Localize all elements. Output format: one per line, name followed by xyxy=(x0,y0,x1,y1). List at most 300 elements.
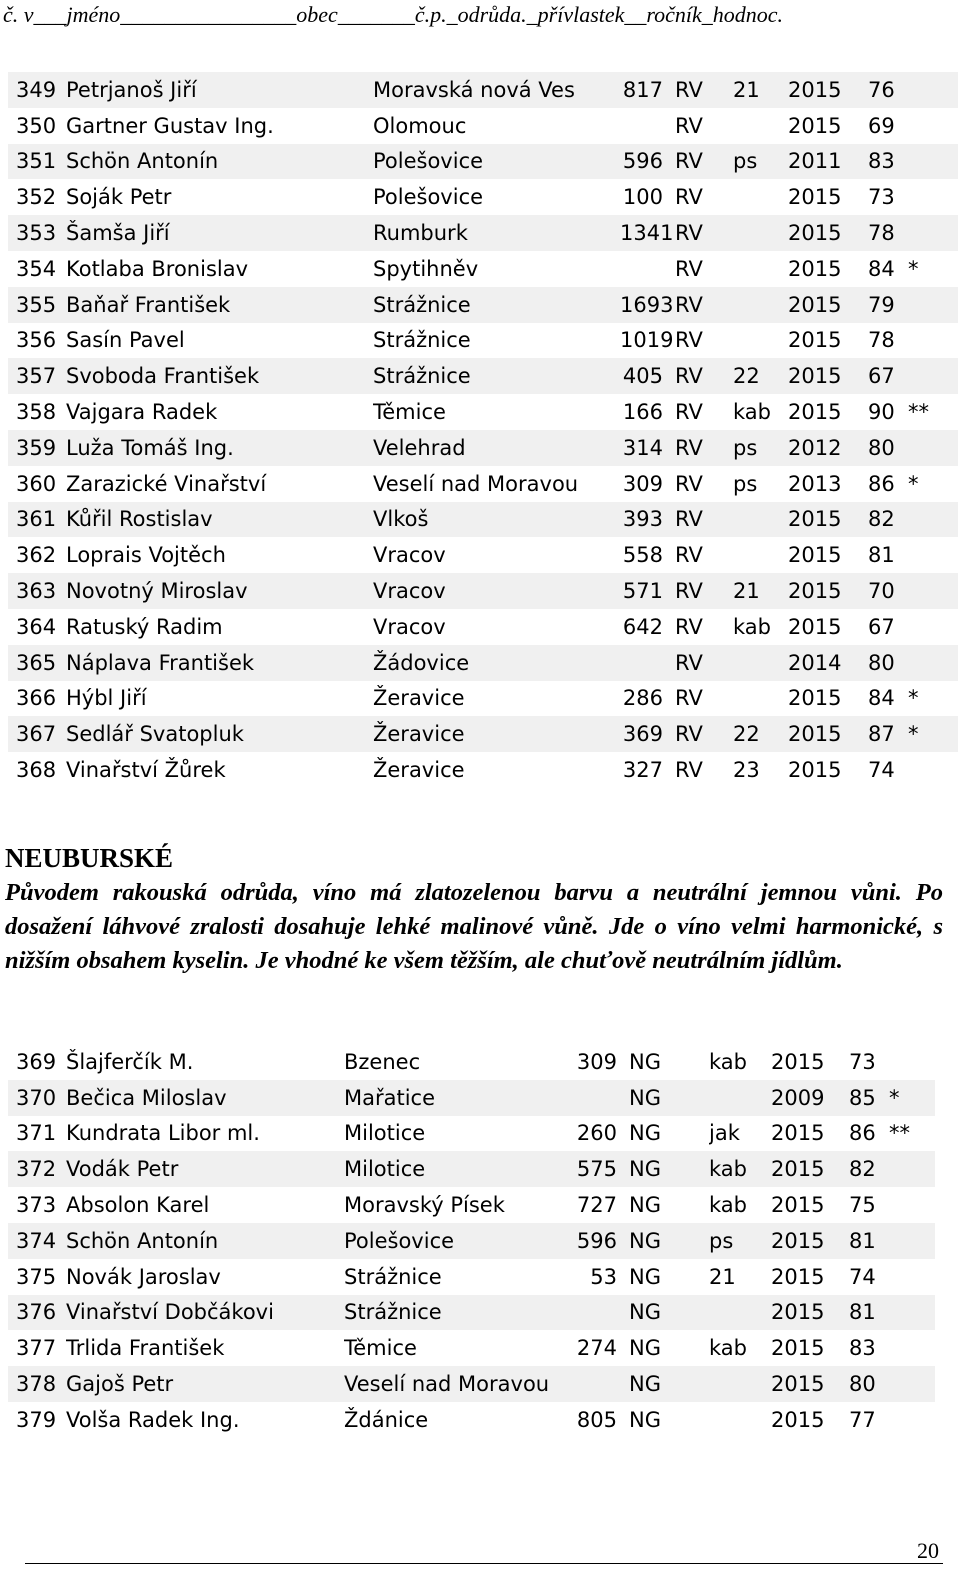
municipality-cell: Moravský Písek xyxy=(344,1193,505,1218)
table-row xyxy=(8,537,958,573)
score-cell: 83 xyxy=(868,144,908,180)
attribute-cell: 22 xyxy=(733,358,788,394)
variety-cell: NG xyxy=(629,1336,661,1361)
municipality-cell: Bzenec xyxy=(344,1049,421,1074)
score-cell: 67 xyxy=(868,358,908,394)
municipality-cell: Vlkoš xyxy=(373,502,620,538)
vintage-cell: 2015 xyxy=(771,1407,825,1432)
producer-name-cell: Schön Antonín xyxy=(66,1223,344,1259)
award-stars-cell xyxy=(889,1223,935,1259)
table-row xyxy=(8,502,958,538)
table-row xyxy=(8,1044,935,1080)
house-number-cell: 596 xyxy=(576,1223,629,1259)
house-number-cell: 53 xyxy=(590,1264,617,1289)
entry-number-cell: 359 xyxy=(8,430,66,466)
variety-cell: RV xyxy=(675,645,733,681)
award-stars-cell xyxy=(908,358,958,394)
municipality-cell: Vracov xyxy=(373,543,446,568)
vintage-cell: 2015 xyxy=(788,686,842,711)
table-row xyxy=(8,251,958,287)
award-stars-cell xyxy=(908,430,958,466)
entry-number-cell: 360 xyxy=(16,471,57,496)
variety-cell: RV xyxy=(675,758,703,783)
score-cell: 80 xyxy=(849,1366,889,1402)
table-row xyxy=(8,1330,935,1366)
score-cell: 73 xyxy=(868,185,895,210)
municipality-cell: Polešovice xyxy=(373,185,484,210)
variety-cell: NG xyxy=(629,1080,709,1116)
award-stars-cell xyxy=(908,609,958,645)
award-stars-cell xyxy=(889,1330,935,1366)
variety-cell: RV xyxy=(675,215,733,251)
score-cell: 82 xyxy=(849,1151,889,1187)
producer-name-cell: Vinařství Dobčákovi xyxy=(66,1295,344,1331)
table-row xyxy=(8,1223,935,1259)
entry-number-cell: 373 xyxy=(16,1193,57,1218)
house-number-cell: 1693 xyxy=(620,287,675,323)
producer-name-cell: Vajgara Radek xyxy=(66,400,218,425)
vintage-cell: 2015 xyxy=(788,358,868,394)
award-stars-cell: * xyxy=(908,686,919,711)
attribute-cell: 22 xyxy=(733,716,788,752)
house-number-cell: 571 xyxy=(620,573,675,609)
vintage-cell: 2015 xyxy=(788,328,842,353)
vintage-cell: 2012 xyxy=(788,430,868,466)
table-row xyxy=(8,645,958,681)
producer-name-cell: Schön Antonín xyxy=(66,144,373,180)
entry-number-cell: 379 xyxy=(16,1407,57,1432)
variety-cell: RV xyxy=(675,72,733,108)
municipality-cell: Žádovice xyxy=(373,645,620,681)
table-row xyxy=(8,1366,935,1402)
producer-name-cell: Kůřil Rostislav xyxy=(66,502,373,538)
attribute-cell xyxy=(733,108,788,144)
table-row xyxy=(8,1187,935,1223)
variety-cell: NG xyxy=(629,1264,661,1289)
footer-rule xyxy=(25,1563,943,1564)
house-number-cell: 166 xyxy=(622,400,663,425)
attribute-cell: ps xyxy=(733,430,788,466)
score-cell: 78 xyxy=(868,215,908,251)
house-number-cell xyxy=(620,108,675,144)
variety-cell: NG xyxy=(629,1366,709,1402)
score-cell: 79 xyxy=(868,287,908,323)
award-stars-cell xyxy=(908,323,958,359)
variety-cell: NG xyxy=(629,1151,709,1187)
attribute-cell xyxy=(709,1295,771,1331)
award-stars-cell xyxy=(908,752,958,788)
award-stars-cell xyxy=(908,573,958,609)
entry-number-cell: 365 xyxy=(8,645,66,681)
variety-cell: RV xyxy=(675,686,703,711)
attribute-cell: kab xyxy=(733,400,771,425)
producer-name-cell: Soják Petr xyxy=(66,185,172,210)
producer-name-cell: Svoboda František xyxy=(66,358,373,394)
municipality-cell: Strážnice xyxy=(373,287,620,323)
entry-number-cell: 355 xyxy=(8,287,66,323)
variety-cell: RV xyxy=(675,543,703,568)
house-number-cell: 327 xyxy=(622,758,663,783)
attribute-cell: kab xyxy=(709,1193,747,1218)
score-cell: 85 xyxy=(849,1080,889,1116)
table-row xyxy=(8,394,958,430)
table-row xyxy=(8,573,958,609)
entry-number-cell: 353 xyxy=(8,215,66,251)
score-cell: 70 xyxy=(868,573,908,609)
municipality-cell: Vracov xyxy=(373,573,620,609)
producer-name-cell: Petrjanoš Jiří xyxy=(66,72,373,108)
table-row xyxy=(8,1402,935,1438)
variety-cell: RV xyxy=(675,573,733,609)
municipality-cell: Strážnice xyxy=(344,1295,576,1331)
score-cell: 83 xyxy=(849,1336,876,1361)
house-number-cell: 805 xyxy=(576,1407,617,1432)
score-cell: 75 xyxy=(849,1193,876,1218)
table-row xyxy=(8,358,958,394)
house-number-cell: 575 xyxy=(576,1151,629,1187)
table-row xyxy=(8,681,958,717)
municipality-cell: Polešovice xyxy=(344,1223,576,1259)
municipality-cell: Spytihněv xyxy=(373,256,479,281)
municipality-cell: Žeravice xyxy=(373,686,465,711)
variety-cell: RV xyxy=(675,716,733,752)
table-row xyxy=(8,609,958,645)
producer-name-cell: Baňař František xyxy=(66,287,373,323)
house-number-cell: 642 xyxy=(622,614,663,639)
award-stars-cell xyxy=(908,179,958,215)
entry-number-cell: 366 xyxy=(16,686,57,711)
producer-name-cell: Sedlář Svatopluk xyxy=(66,716,373,752)
vintage-cell: 2015 xyxy=(788,758,842,783)
vintage-cell: 2015 xyxy=(788,543,842,568)
award-stars-cell: * xyxy=(889,1080,935,1116)
house-number-cell: 286 xyxy=(622,686,663,711)
producer-name-cell: Volša Radek Ing. xyxy=(66,1407,240,1432)
award-stars-cell xyxy=(889,1044,935,1080)
entry-number-cell: 367 xyxy=(8,716,66,752)
entry-number-cell: 371 xyxy=(16,1121,57,1146)
table-row xyxy=(8,1259,935,1295)
column-header-line: č. v___jméno________________obec_______č.p._odrůda._přívlastek__ročník_hodnoc. xyxy=(3,2,784,27)
entry-number-cell: 352 xyxy=(16,185,57,210)
entry-number-cell: 357 xyxy=(8,358,66,394)
award-stars-cell xyxy=(908,287,958,323)
house-number-cell xyxy=(576,1366,629,1402)
award-stars-cell xyxy=(908,72,958,108)
vintage-cell: 2015 xyxy=(771,1336,825,1361)
variety-cell: RV xyxy=(675,471,703,496)
municipality-cell: Olomouc xyxy=(373,113,467,138)
vintage-cell: 2015 xyxy=(771,1151,849,1187)
vintage-cell: 2015 xyxy=(788,614,842,639)
entry-number-cell: 375 xyxy=(16,1264,57,1289)
attribute-cell xyxy=(733,323,788,359)
attribute-cell xyxy=(733,179,788,215)
house-number-cell xyxy=(620,645,675,681)
entry-number-cell: 372 xyxy=(8,1151,66,1187)
entry-number-cell: 378 xyxy=(8,1366,66,1402)
producer-name-cell: Kundrata Libor ml. xyxy=(66,1121,260,1146)
house-number-cell xyxy=(576,1295,629,1331)
house-number-cell: 309 xyxy=(622,471,663,496)
variety-cell: RV xyxy=(675,358,733,394)
entry-number-cell: 374 xyxy=(8,1223,66,1259)
score-cell: 80 xyxy=(868,430,908,466)
house-number-cell xyxy=(576,1080,629,1116)
municipality-cell: Moravská nová Ves xyxy=(373,72,620,108)
variety-cell: NG xyxy=(629,1223,709,1259)
house-number-cell xyxy=(620,251,675,287)
entry-number-cell: 361 xyxy=(8,502,66,538)
entry-number-cell: 377 xyxy=(16,1336,57,1361)
score-cell: 74 xyxy=(868,758,895,783)
award-stars-cell xyxy=(889,1151,935,1187)
producer-name-cell: Trlida František xyxy=(66,1336,225,1361)
score-cell: 90 xyxy=(868,400,895,425)
table-row xyxy=(8,215,958,251)
award-stars-cell xyxy=(889,1187,935,1223)
table-row xyxy=(8,1295,935,1331)
vintage-cell: 2015 xyxy=(788,716,868,752)
municipality-cell: Žeravice xyxy=(373,716,620,752)
table-row xyxy=(8,108,958,144)
producer-name-cell: Zarazické Vinařství xyxy=(66,471,267,496)
score-cell: 84 xyxy=(868,256,895,281)
variety-cell: RV xyxy=(675,328,703,353)
municipality-cell: Mařatice xyxy=(344,1080,576,1116)
house-number-cell: 817 xyxy=(620,72,675,108)
producer-name-cell: Vinařství Žůrek xyxy=(66,758,226,783)
variety-cell: NG xyxy=(629,1049,661,1074)
variety-cell: NG xyxy=(629,1295,709,1331)
vintage-cell: 2011 xyxy=(788,144,868,180)
variety-cell: RV xyxy=(675,400,703,425)
attribute-cell: ps xyxy=(733,144,788,180)
variety-cell: RV xyxy=(675,430,733,466)
table-row xyxy=(8,72,958,108)
table-row xyxy=(8,287,958,323)
entry-number-cell: 356 xyxy=(16,328,57,353)
score-cell: 73 xyxy=(849,1049,876,1074)
award-stars-cell xyxy=(889,1402,935,1438)
wine-results-table-ryzlink-vlassky xyxy=(8,72,958,788)
entry-number-cell: 370 xyxy=(8,1080,66,1116)
score-cell: 87 xyxy=(868,716,908,752)
vintage-cell: 2014 xyxy=(788,645,868,681)
table-row xyxy=(8,752,958,788)
municipality-cell: Těmice xyxy=(373,400,446,425)
attribute-cell xyxy=(733,287,788,323)
entry-number-cell: 358 xyxy=(16,400,57,425)
house-number-cell: 1341 xyxy=(620,215,675,251)
municipality-cell: Milotice xyxy=(344,1121,426,1146)
entry-number-cell: 364 xyxy=(16,614,57,639)
vintage-cell: 2015 xyxy=(788,502,868,538)
variety-cell: NG xyxy=(629,1121,661,1146)
vintage-cell: 2015 xyxy=(788,72,868,108)
score-cell: 78 xyxy=(868,328,895,353)
producer-name-cell: Sasín Pavel xyxy=(66,328,185,353)
vintage-cell: 2015 xyxy=(788,215,868,251)
vintage-cell: 2015 xyxy=(771,1193,825,1218)
score-cell: 81 xyxy=(849,1223,889,1259)
page-number: 20 xyxy=(917,1538,939,1563)
producer-name-cell: Novák Jaroslav xyxy=(66,1264,221,1289)
entry-number-cell: 369 xyxy=(16,1049,57,1074)
vintage-cell: 2015 xyxy=(771,1049,825,1074)
attribute-cell xyxy=(709,1402,771,1438)
house-number-cell: 393 xyxy=(620,502,675,538)
entry-number-cell: 350 xyxy=(16,113,57,138)
municipality-cell: Veselí nad Moravou xyxy=(373,471,579,496)
variety-cell: NG xyxy=(629,1407,661,1432)
wine-results-table-neuburske xyxy=(8,1044,935,1438)
producer-name-cell: Luža Tomáš Ing. xyxy=(66,430,373,466)
producer-name-cell: Absolon Karel xyxy=(66,1193,210,1218)
attribute-cell: ps xyxy=(709,1223,771,1259)
producer-name-cell: Gartner Gustav Ing. xyxy=(66,113,274,138)
vintage-cell: 2015 xyxy=(771,1223,849,1259)
attribute-cell: kab xyxy=(709,1049,747,1074)
house-number-cell: 1019 xyxy=(620,328,674,353)
vintage-cell: 2015 xyxy=(788,256,842,281)
attribute-cell: kab xyxy=(709,1336,747,1361)
house-number-cell: 314 xyxy=(620,430,675,466)
attribute-cell xyxy=(733,251,788,287)
vintage-cell: 2009 xyxy=(771,1080,849,1116)
award-stars-cell: * xyxy=(908,471,919,496)
attribute-cell xyxy=(733,681,788,717)
vintage-cell: 2015 xyxy=(771,1121,825,1146)
municipality-cell: Strážnice xyxy=(344,1264,442,1289)
attribute-cell: 21 xyxy=(733,573,788,609)
entry-number-cell: 349 xyxy=(8,72,66,108)
award-stars-cell xyxy=(889,1295,935,1331)
attribute-cell: 21 xyxy=(709,1264,736,1289)
table-row xyxy=(8,179,958,215)
vintage-cell: 2015 xyxy=(788,185,842,210)
attribute-cell: jak xyxy=(709,1121,740,1146)
award-stars-cell: * xyxy=(908,256,919,281)
score-cell: 80 xyxy=(868,645,908,681)
house-number-cell: 260 xyxy=(576,1121,617,1146)
vintage-cell: 2013 xyxy=(788,471,842,496)
variety-cell: RV xyxy=(675,185,703,210)
attribute-cell: kab xyxy=(709,1151,771,1187)
entry-number-cell: 376 xyxy=(8,1295,66,1331)
score-cell: 76 xyxy=(868,72,908,108)
variety-cell: NG xyxy=(629,1193,661,1218)
house-number-cell: 369 xyxy=(620,716,675,752)
municipality-cell: Strážnice xyxy=(373,328,471,353)
producer-name-cell: Šlajferčík M. xyxy=(66,1049,194,1074)
producer-name-cell: Ratuský Radim xyxy=(66,614,223,639)
house-number-cell: 274 xyxy=(576,1336,617,1361)
award-stars-cell: ** xyxy=(908,400,929,425)
variety-cell: RV xyxy=(675,256,703,281)
attribute-cell: ps xyxy=(733,471,758,496)
producer-name-cell: Náplava František xyxy=(66,645,373,681)
municipality-cell: Milotice xyxy=(344,1151,576,1187)
score-cell: 81 xyxy=(849,1295,889,1331)
award-stars-cell: ** xyxy=(889,1121,910,1146)
score-cell: 77 xyxy=(849,1407,876,1432)
vintage-cell: 2015 xyxy=(788,113,842,138)
variety-cell: RV xyxy=(675,614,703,639)
entry-number-cell: 362 xyxy=(16,543,57,568)
producer-name-cell: Novotný Miroslav xyxy=(66,573,373,609)
variety-cell: RV xyxy=(675,287,733,323)
house-number-cell: 405 xyxy=(620,358,675,394)
municipality-cell: Těmice xyxy=(344,1336,417,1361)
municipality-cell: Strážnice xyxy=(373,358,620,394)
producer-name-cell: Loprais Vojtěch xyxy=(66,543,226,568)
producer-name-cell: Šamša Jiří xyxy=(66,215,373,251)
producer-name-cell: Hýbl Jiří xyxy=(66,686,147,711)
attribute-cell: kab xyxy=(733,614,771,639)
award-stars-cell xyxy=(908,502,958,538)
house-number-cell: 100 xyxy=(622,185,663,210)
house-number-cell: 309 xyxy=(576,1049,617,1074)
award-stars-cell xyxy=(908,108,958,144)
attribute-cell: 23 xyxy=(733,758,760,783)
producer-name-cell: Bečica Miloslav xyxy=(66,1080,344,1116)
variety-cell: RV xyxy=(675,113,703,138)
entry-number-cell: 363 xyxy=(8,573,66,609)
table-row xyxy=(8,1080,935,1116)
table-row xyxy=(8,323,958,359)
entry-number-cell: 368 xyxy=(16,758,57,783)
house-number-cell: 558 xyxy=(622,543,663,568)
attribute-cell xyxy=(733,215,788,251)
variety-cell: RV xyxy=(675,502,733,538)
producer-name-cell: Kotlaba Bronislav xyxy=(66,256,249,281)
score-cell: 67 xyxy=(868,614,895,639)
award-stars-cell xyxy=(908,144,958,180)
score-cell: 74 xyxy=(849,1264,876,1289)
attribute-cell xyxy=(733,537,788,573)
vintage-cell: 2015 xyxy=(788,287,868,323)
producer-name-cell: Vodák Petr xyxy=(66,1151,344,1187)
award-stars-cell xyxy=(889,1366,935,1402)
vintage-cell: 2015 xyxy=(771,1264,825,1289)
score-cell: 69 xyxy=(868,113,895,138)
award-stars-cell xyxy=(908,215,958,251)
score-cell: 82 xyxy=(868,502,908,538)
award-stars-cell xyxy=(908,645,958,681)
award-stars-cell xyxy=(889,1259,935,1295)
vintage-cell: 2015 xyxy=(788,573,868,609)
producer-name-cell: Gajoš Petr xyxy=(66,1366,344,1402)
attribute-cell xyxy=(733,645,788,681)
score-cell: 84 xyxy=(868,686,895,711)
municipality-cell: Ždánice xyxy=(344,1407,429,1432)
score-cell: 86 xyxy=(868,471,895,496)
municipality-cell: Polešovice xyxy=(373,144,620,180)
table-row xyxy=(8,466,958,502)
municipality-cell: Velehrad xyxy=(373,430,620,466)
score-cell: 81 xyxy=(868,543,895,568)
table-row xyxy=(8,716,958,752)
house-number-cell: 596 xyxy=(620,144,675,180)
section-description: Původem rakouská odrůda, víno má zlatozelenou barvu a neutrální jemnou vůni. Po dosažení láhvové zralosti dosahuje lehké malinové vůně. Jde o víno velmi harmonické, s nižším obsahem kyselin. Je vhodné ke všem těžším, ale chuťově neutrálním jídlům. xyxy=(5,879,943,974)
house-number-cell: 727 xyxy=(576,1193,617,1218)
award-stars-cell xyxy=(908,537,958,573)
entry-number-cell: 351 xyxy=(8,144,66,180)
attribute-cell xyxy=(709,1080,771,1116)
attribute-cell: 21 xyxy=(733,72,788,108)
attribute-cell xyxy=(733,502,788,538)
